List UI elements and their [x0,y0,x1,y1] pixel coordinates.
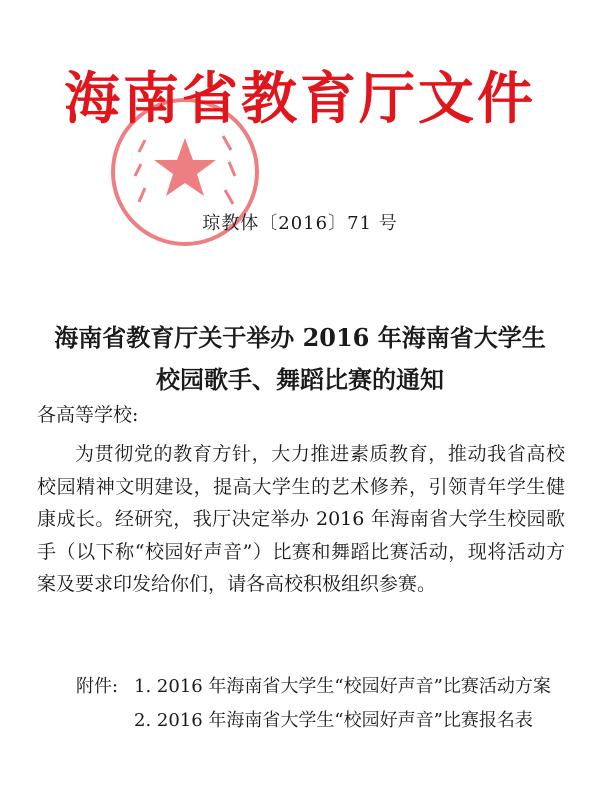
notice-body-paragraph: 为贯彻党的教育方针，大力推进素质教育，推动我省高校校园精神文明建设，提高大学生的艺术修养，引领青年学生健康成长。经研究，我厅决定举办 2016 年海南省大学生校园歌手（以下称“校园好声音”）比赛和舞蹈比赛活动，现将活动方案及要求印发给你们，请各高校积极组织参赛。 [37,443,565,595]
document-header-title: 海南省教育厅文件 [64,67,536,132]
notice-title-line-1: 海南省教育厅关于举办 2016 年海南省大学生 [54,323,546,352]
notice-title-line-2: 校园歌手、舞蹈比赛的通知 [156,365,444,394]
document-number: 琼教体〔2016〕71 号 [202,213,398,234]
attachment-item: 2. 2016 年海南省大学生“校园好声音”比赛报名表 [134,710,533,731]
attachments-label: 附件: [76,676,119,697]
salutation: 各高等学校: [37,404,139,426]
attachment-item: 1. 2016 年海南省大学生“校园好声音”比赛活动方案 [134,676,551,697]
